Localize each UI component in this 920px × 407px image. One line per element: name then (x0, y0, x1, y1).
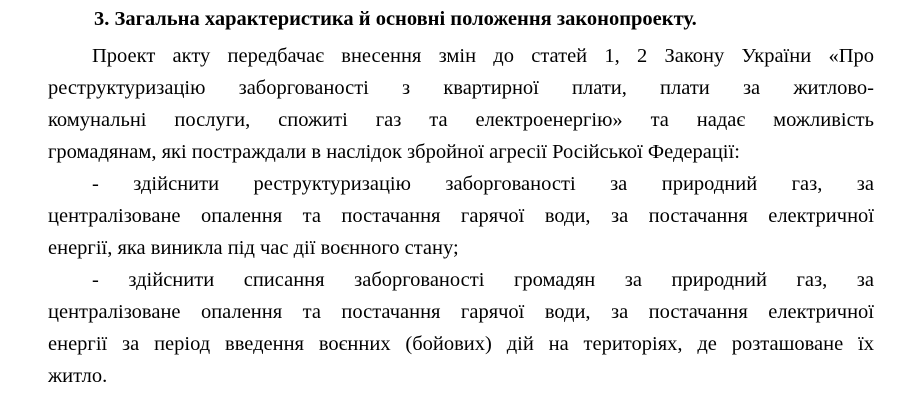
section-heading: 3. Загальна характеристика й основні положення законопроекту. (94, 8, 697, 30)
intro-line-3: комунальні послуги, спожиті газ та електроенергію» та надає можливість (48, 109, 874, 131)
intro-line-4: громадянам, які постраждали в наслідок збройної агресії Російської Федерації: (48, 141, 740, 163)
bullet-1-line-1: - здійснити реструктуризацію заборгованості за природний газ, за (92, 173, 874, 195)
intro-line-1: Проект акту передбачає внесення змін до статей 1, 2 Закону України «Про (92, 45, 874, 67)
bullet-1-line-3: енергії, яка виникла під час дії воєнного стану; (48, 237, 459, 259)
bullet-2-line-2: централізоване опалення та постачання гарячої води, за постачання електричної (48, 301, 874, 323)
bullet-2-line-3: енергії за період введення воєнних (бойових) дій на територіях, де розташоване їх (48, 333, 874, 355)
bullet-2-line-4: житло. (48, 365, 108, 387)
bullet-2-line-1: - здійснити списання заборгованості громадян за природний газ, за (92, 269, 874, 291)
bullet-1-line-2: централізоване опалення та постачання гарячої води, за постачання електричної (48, 205, 874, 227)
intro-line-2: реструктуризацію заборгованості з квартирної плати, плати за житлово- (48, 77, 874, 99)
